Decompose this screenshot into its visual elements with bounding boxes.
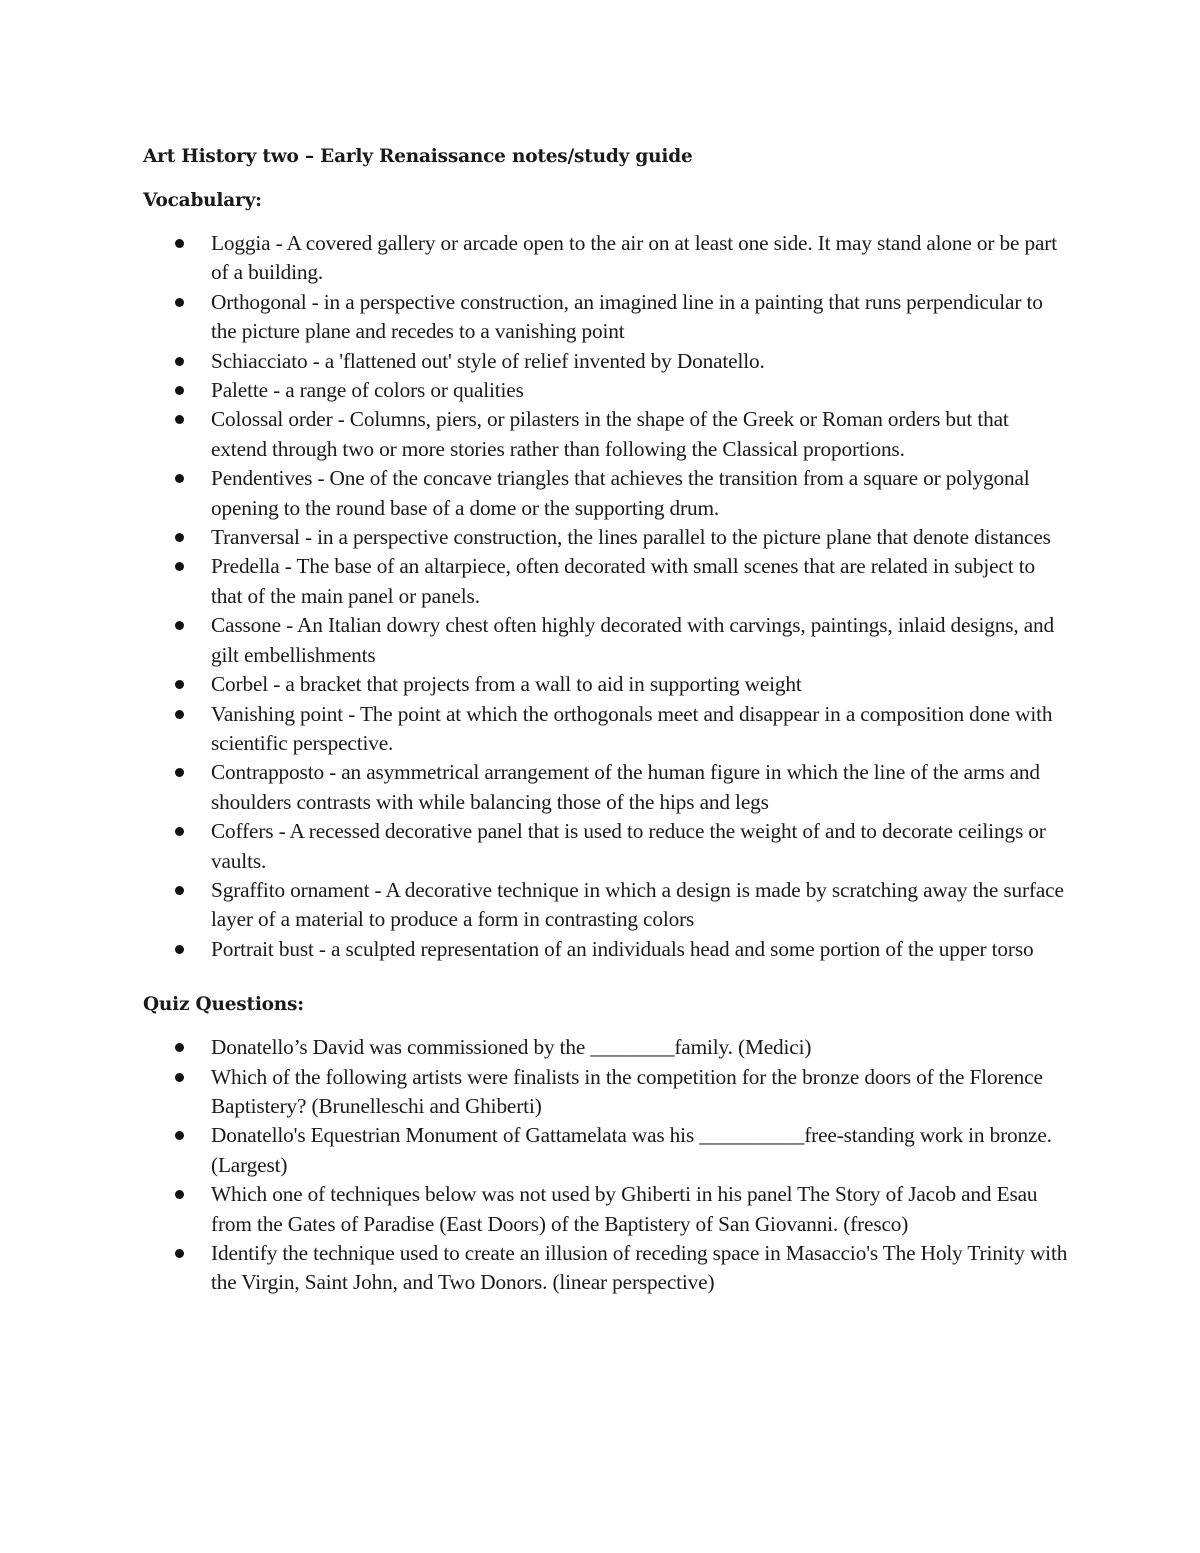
vocabulary-item (143, 347, 1068, 376)
vocabulary-text: Pendentives - One of the concave triangles that achieves the transition from a square or polygonal opening to the round base of a dome or the supporting drum. (211, 466, 1030, 520)
vocabulary-text: Tranversal - in a perspective construction, the lines parallel to the picture plane that denote distances (211, 525, 1051, 550)
bullet-icon (175, 621, 184, 630)
vocabulary-text: Contrapposto - an asymmetrical arrangement of the human figure in which the line of the arms and shoulders contrasts with while balancing those of the hips and legs (211, 760, 1040, 814)
vocabulary-item (143, 523, 1068, 552)
quiz-item (143, 1180, 1068, 1239)
bullet-icon (175, 680, 184, 689)
bullet-icon (175, 415, 184, 424)
vocabulary-text: Vanishing point - The point at which the orthogonals meet and disappear in a composition done with scientific perspective. (211, 701, 1053, 755)
vocabulary-text: Portrait bust - a sculpted representation of an individuals head and some portion of the upper torso (211, 936, 1034, 961)
bullet-icon (175, 1190, 184, 1199)
quiz-text: Which one of techniques below was not used by Ghiberti in his panel The Story of Jacob and Esau from the Gates of Paradise (East Doors) of the Baptistery of San Giovanni. (fresco) (211, 1182, 1038, 1236)
quiz-item (143, 1121, 1068, 1180)
vocabulary-text: Schiacciato - a 'flattened out' style of relief invented by Donatello. (211, 348, 765, 373)
quiz-item (143, 1033, 1068, 1062)
vocabulary-item (143, 376, 1068, 405)
quiz-text: Which of the following artists were finalists in the competition for the bronze doors of the Florence Baptistery? (Brunelleschi and Ghiberti) (211, 1064, 1043, 1118)
vocabulary-item (143, 405, 1068, 464)
quiz-text: Identify the technique used to create an illusion of receding space in Masaccio's The Holy Trinity with the Virgin, Saint John, and Two Donors. (linear perspective) (211, 1241, 1068, 1295)
vocabulary-text: Predella - The base of an altarpiece, often decorated with small scenes that are related in subject to that of the main panel or panels. (211, 554, 1035, 608)
vocabulary-heading: Vocabulary: (143, 190, 262, 211)
bullet-icon (175, 239, 184, 248)
vocabulary-item (143, 288, 1068, 347)
vocabulary-item (143, 229, 1068, 288)
bullet-icon (175, 886, 184, 895)
bullet-icon (175, 357, 184, 366)
vocabulary-text: Loggia - A covered gallery or arcade open to the air on at least one side. It may stand alone or be part of a building. (211, 231, 1058, 285)
bullet-icon (175, 710, 184, 719)
vocabulary-list (143, 229, 1068, 964)
vocabulary-item (143, 700, 1068, 759)
document-page (143, 142, 1068, 1298)
vocabulary-item (143, 935, 1068, 964)
bullet-icon (175, 945, 184, 954)
quiz-item (143, 1239, 1068, 1298)
bullet-icon (175, 474, 184, 483)
quiz-item (143, 1063, 1068, 1122)
document-title: Art History two – Early Renaissance notes/study guide (143, 146, 693, 167)
quiz-text: Donatello’s David was commissioned by the ________family. (Medici) (211, 1035, 812, 1060)
vocabulary-item (143, 758, 1068, 817)
vocabulary-text: Palette - a range of colors or qualities (211, 378, 524, 403)
bullet-icon (175, 827, 184, 836)
bullet-icon (175, 533, 184, 542)
bullet-icon (175, 1043, 184, 1052)
vocabulary-text: Cassone - An Italian dowry chest often highly decorated with carvings, paintings, inlaid designs, and gilt embellishments (211, 613, 1055, 667)
quiz-text: Donatello's Equestrian Monument of Gattamelata was his __________free-standing work in bronze. (Largest) (211, 1123, 1052, 1177)
quiz-heading: Quiz Questions: (143, 994, 304, 1016)
vocabulary-text: Coffers - A recessed decorative panel that is used to reduce the weight of and to decorate ceilings or vaults. (211, 819, 1046, 873)
vocabulary-item (143, 817, 1068, 876)
vocabulary-text: Colossal order - Columns, piers, or pilasters in the shape of the Greek or Roman orders but that extend through two or more stories rather than following the Classical proportions. (211, 407, 1009, 461)
bullet-icon (175, 386, 184, 395)
vocabulary-item (143, 464, 1068, 523)
vocabulary-text: Orthogonal - in a perspective construction, an imagined line in a painting that runs perpendicular to the picture plane and recedes to a vanishing point (211, 289, 1043, 344)
bullet-icon (175, 298, 184, 307)
bullet-icon (175, 1073, 184, 1082)
quiz-list (143, 1033, 1068, 1298)
vocabulary-text: Sgraffito ornament - A decorative technique in which a design is made by scratching away the surface layer of a material to produce a form in contrasting colors (211, 877, 1064, 932)
bullet-icon (175, 562, 184, 571)
bullet-icon (175, 768, 184, 777)
bullet-icon (175, 1249, 184, 1258)
vocabulary-item (143, 552, 1068, 611)
vocabulary-item (143, 876, 1068, 935)
vocabulary-text: Corbel - a bracket that projects from a wall to aid in supporting weight (211, 672, 802, 697)
vocabulary-item (143, 611, 1068, 670)
vocabulary-item (143, 670, 1068, 699)
bullet-icon (175, 1131, 184, 1140)
